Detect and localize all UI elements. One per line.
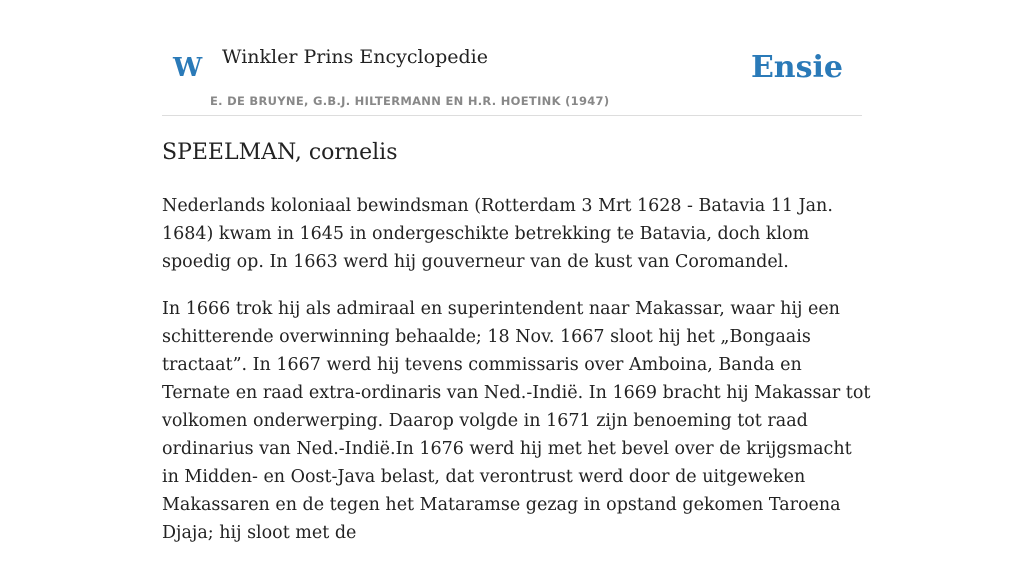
site-title[interactable]: Winkler Prins Encyclopedie bbox=[222, 46, 488, 68]
winkler-prins-logo-icon[interactable]: W bbox=[173, 53, 203, 83]
source-byline: E. DE BRUYNE, G.B.J. HILTERMANN EN H.R. HOETINK (1947) bbox=[210, 94, 610, 108]
article-body bbox=[162, 192, 872, 566]
article-paragraph: In 1666 trok hij als admiraal en superintendent naar Makassar, waar hij een schitterende overwinning behaalde; 18 Nov. 1667 sloot hij het „Bongaais tractaat”. In 1667 werd hij tevens commissaris over Amboina, Banda en Ternate en raad extra-ordinaris van Ned.-Indië. In 1669 bracht hij Makassar tot volkomen onderwerping. Daarop volgde in 1671 zijn benoeming tot raad ordinarius van Ned.-Indië.In 1676 werd hij met het bevel over de krijgsmacht in Midden- en Oost-Java belast, dat verontrust werd door de uitgeweken Makassaren en de tegen het Mataramse gezag in opstand gekomen Taroena Djaja; hij sloot met de bbox=[162, 299, 871, 543]
article-headword: SPEELMAN, cornelis bbox=[162, 140, 398, 165]
site-header bbox=[162, 40, 862, 116]
ensie-logo-link[interactable]: Ensie bbox=[750, 50, 843, 85]
article-paragraph: Nederlands koloniaal bewindsman (Rotterdam 3 Mrt 1628 - Batavia 11 Jan. 1684) kwam in 1645 in ondergeschikte betrekking te Batavia, doch klom spoedig op. In 1663 werd hij gouverneur van de kust van Coromandel. bbox=[162, 196, 833, 272]
